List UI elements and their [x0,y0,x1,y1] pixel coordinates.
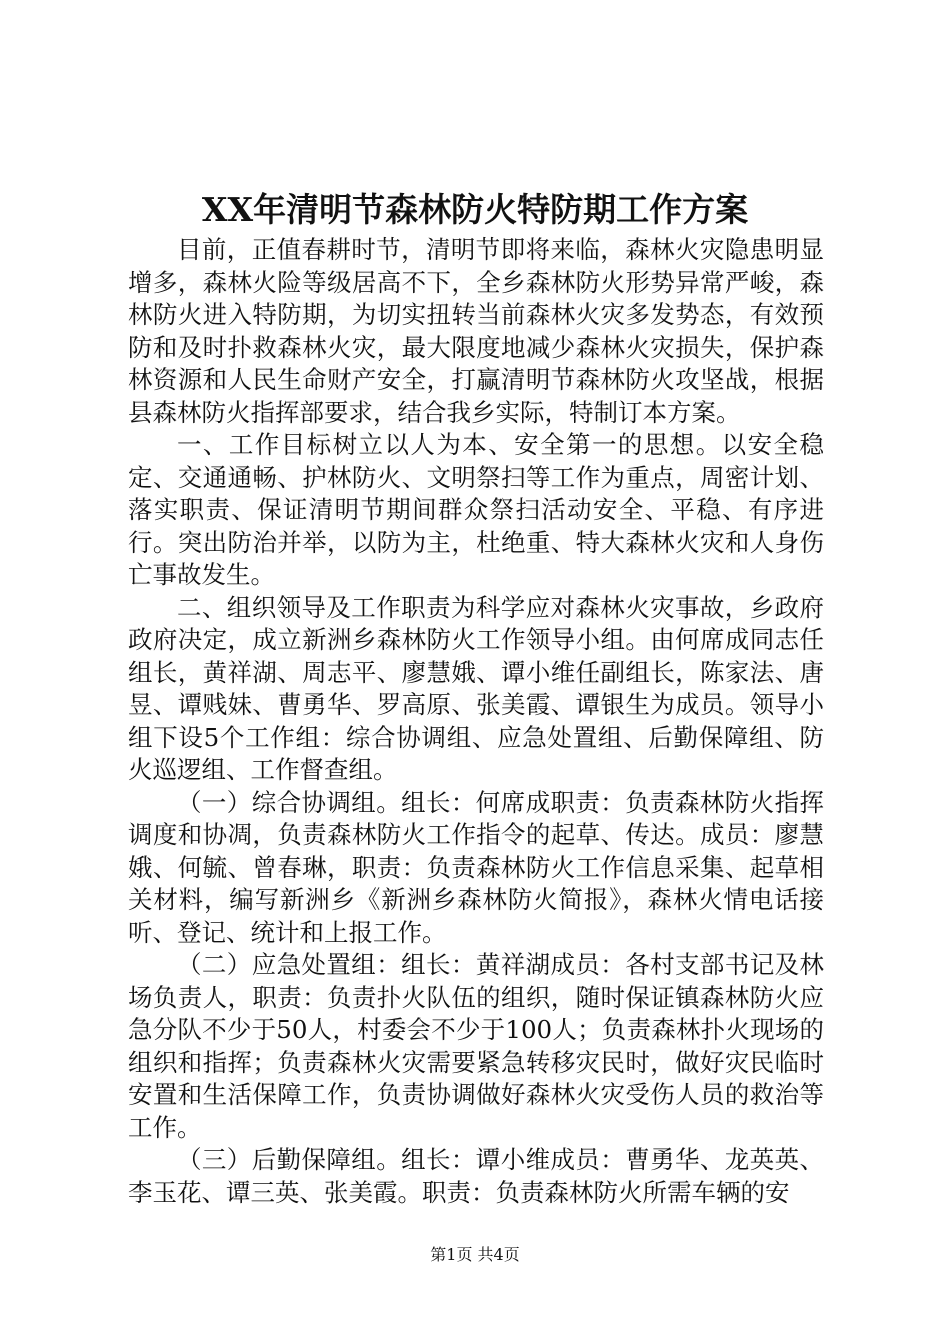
paragraph-organization: 二、组织领导及工作职责为科学应对森林火灾事故，乡政府政府决定，成立新洲乡森林防火工作领导小组。由何席成同志任组长，黄祥湖、周志平、廖慧娥、谭小维任副组长，陈家法、唐昱、谭贱妹、曹勇华、罗高原、张美霞、谭银生为成员。领导小组下设5个工作组：综合协调组、应急处置组、后勤保障组、防火巡逻组、工作督查组。 [128,592,824,784]
document-title: XX年清明节森林防火特防期工作方案 [201,190,749,229]
paragraph-logistics-group: （三）后勤保障组。组长：谭小维成员：曹勇华、龙英英、李玉花、谭三英、张美霞。职责：负责森林防火所需车辆的安 [128,1145,824,1207]
page-number: 第1页 共4页 [430,1245,520,1264]
paragraph-emergency-group: （二）应急处置组：组长：黄祥湖成员：各村支部书记及林场负责人，职责：负责扑火队伍的组织，随时保证镇森林防火应急分队不少于50人，村委会不少于100人；负责森林扑火现场的组织和指挥；负责森林火灾需要紧急转移灾民时，做好灾民临时安置和生活保障工作，负责协调做好森林火灾受伤人员的救治等工作。 [128,950,824,1142]
document-body [128,234,824,1209]
paragraph-work-goal: 一、工作目标树立以人为本、安全第一的思想。以安全稳定、交通通畅、护林防火、文明祭扫等工作为重点，周密计划、落实职责、保证清明节期间群众祭扫活动安全、平稳、有序进行。突出防治并举，以防为主，杜绝重、特大森林火灾和人身伤亡事故发生。 [128,430,824,589]
paragraph-coordination-group: （一）综合协调组。组长：何席成职责：负责森林防火指挥调度和协凋，负责森林防火工作指令的起草、传达。成员：廖慧娥、何毓、曾春琳，职责：负责森林防火工作信息采集、起草相关材料，编写新洲乡《新洲乡森林防火简报》，森林火情电话接听、登记、统计和上报工作。 [128,787,824,947]
paragraph-intro: 目前，正值春耕时节，清明节即将来临，森林火灾隐患明显增多，森林火险等级居高不下，全乡森林防火形势异常严峻，森林防火进入特防期，为切实扭转当前森林火灾多发势态，有效预防和及时扑救森林火灾，最大限度地减少森林火灾损失，保护森林资源和人民生命财产安全，打赢清明节森林防火攻坚战，根据县森林防火指挥部要求，结合我乡实际，特制订本方案。 [128,235,824,427]
